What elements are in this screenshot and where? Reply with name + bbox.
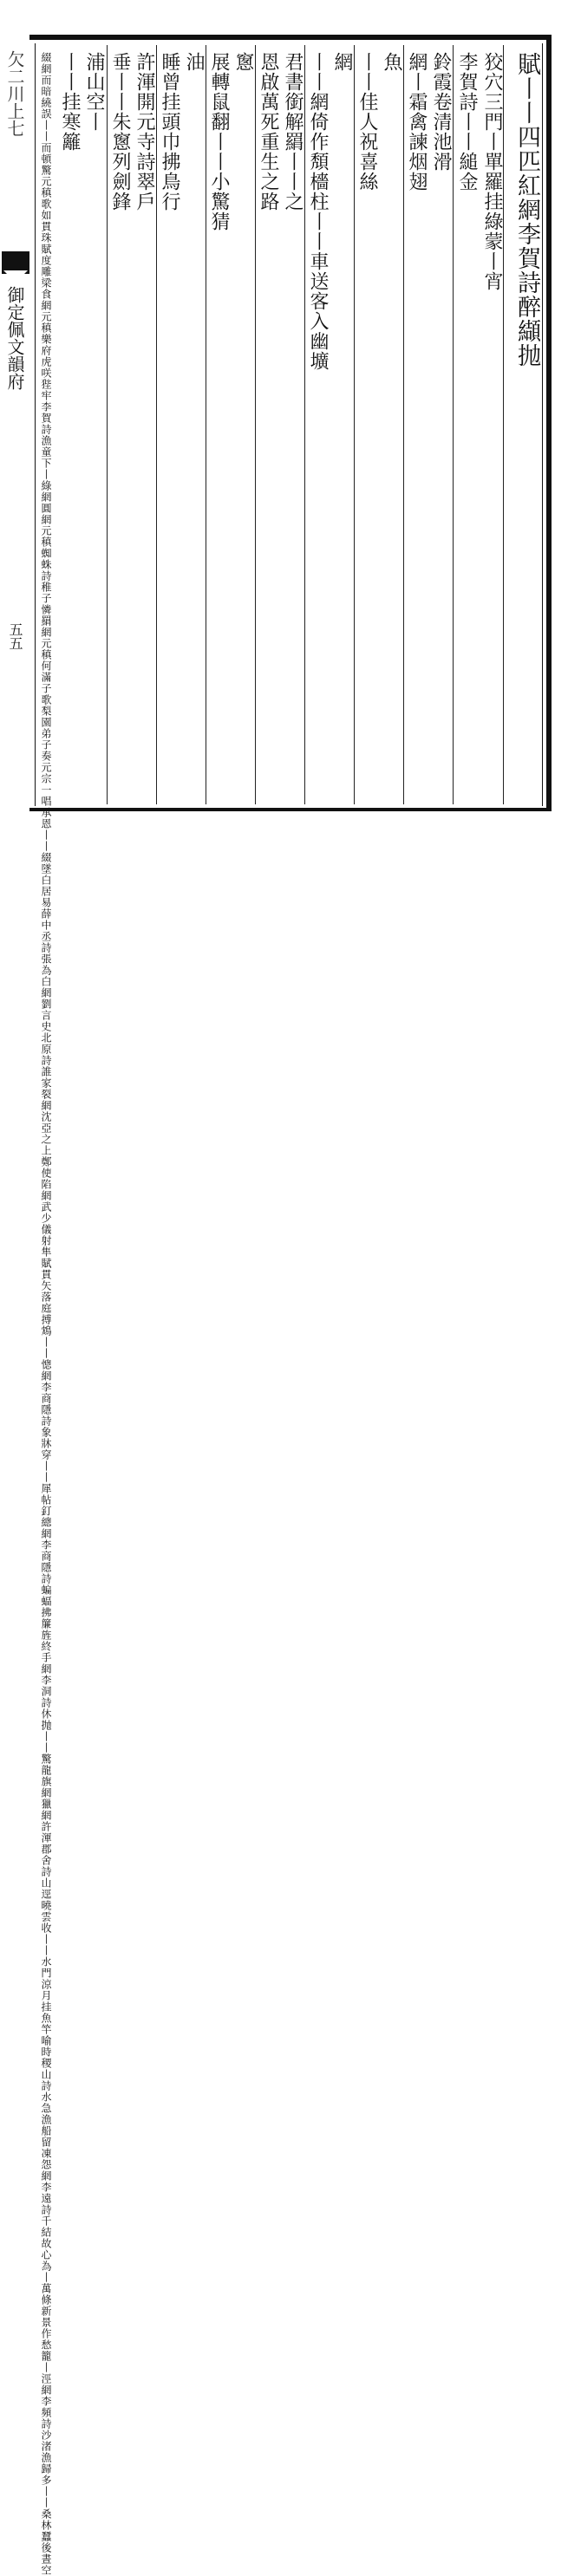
column-rule: [453, 45, 454, 804]
text-run: 李遠詩千結故心為: [40, 2182, 52, 2272]
text-run: 丨萬條新景作愁籠: [40, 2272, 52, 2362]
text-run: 李商隱詩象牀: [40, 1382, 52, 1449]
text-run: 食網: [40, 289, 52, 311]
folio-number: 五五: [7, 622, 23, 650]
text-column-4a: [330, 52, 354, 803]
text-column-3b: [355, 52, 379, 803]
text-run: 元稹何滿子歌梨園弟子: [40, 638, 52, 751]
text-column-4b: [305, 52, 330, 803]
text-run: 丨丨網倚作頽檣柱丨丨車送客入幽壙: [307, 52, 329, 371]
text-run: 李頻詩沙渚漁歸多: [40, 2396, 52, 2486]
text-run: 丨丨佳人祝喜絲: [356, 52, 378, 192]
text-run: 穿丨丨犀帖釘: [40, 1449, 52, 1517]
text-column-7b: [157, 52, 181, 803]
text-run: 窻: [232, 52, 254, 72]
book-title: 御定佩文韻府: [4, 286, 25, 390]
text-column-9b: [57, 52, 82, 803]
text-column-9a: [82, 52, 106, 803]
text-run: 垂丨丨朱窻列劍鋒: [109, 52, 131, 211]
text-run: 劉言史北原詩誰家: [40, 999, 52, 1089]
text-run: 憁網: [40, 1359, 52, 1382]
text-run: 圓網元稹蜘蛛詩稚子憐: [40, 503, 52, 615]
text-run: 白居易薛中丞詩張為: [40, 875, 52, 976]
text-run: 展轉鼠翻丨丨小驚猜: [208, 52, 230, 231]
text-run: 陷網: [40, 1179, 52, 1201]
text-column-2c: [404, 52, 428, 803]
text-run: 丨丨挂寒籬: [59, 52, 81, 152]
text-run: 怨網: [40, 2159, 52, 2182]
text-run: 矢落庭搏鴆丨丨: [40, 1280, 52, 1359]
text-run: 李賀詩丨丨縋金: [456, 52, 478, 192]
text-column-8b: [108, 52, 132, 803]
text-run: 旗網: [40, 1776, 52, 1799]
text-run: 沈亞之: [40, 1111, 52, 1145]
fishtail-notch: [3, 270, 28, 283]
text-run: 白網: [40, 976, 52, 999]
text-run: 鈴霞卷清池滑: [430, 52, 452, 172]
text-run: 許渾開元寺詩翠戶: [134, 52, 155, 211]
text-run: 油: [183, 52, 205, 72]
text-run: 元稹樂府虎咲狴牢: [40, 311, 52, 401]
text-run: 君書銜解羂丨丨之: [282, 52, 304, 211]
text-run: 丨丨桑林蠶後晝空: [40, 2486, 52, 2576]
text-column-5b: [256, 52, 280, 803]
text-run: 元稹歌如貫珠賦度雕梁: [40, 176, 52, 289]
text-column-1b: [479, 52, 505, 803]
text-column-1: [508, 52, 546, 803]
text-run: 獵網: [40, 1799, 52, 1821]
text-run: 上鄭使: [40, 1145, 52, 1179]
text-column-8a: [132, 52, 156, 803]
text-run: 網: [331, 52, 353, 72]
text-run: 涇網: [40, 2373, 52, 2396]
text-run: 李洞詩休抛丨丨驚龍: [40, 1675, 52, 1776]
text-column-5a: [280, 52, 304, 803]
text-run: 李賀詩漁童下丨綠網: [40, 401, 52, 503]
text-run: 李商隱詩蝙蝠拂簾旌終: [40, 1539, 52, 1652]
text-run: 墜: [40, 863, 52, 875]
text-run: 手網: [40, 1652, 52, 1675]
text-run: 羂網: [40, 615, 52, 638]
text-run: 裂網: [40, 1089, 52, 1111]
margin-top-fragment: 欠二川上七: [4, 50, 25, 137]
text-run: 浦山空丨: [83, 52, 105, 132]
text-run: 武少儀射隼賦貫: [40, 1201, 52, 1280]
text-run: 賦丨丨四匹紅網李賀詩醉纈抛: [513, 52, 540, 368]
text-column-2b: [428, 52, 453, 803]
text-column-extra: [36, 52, 55, 2576]
text-run: 而暗繞誤丨丨而頓驚: [40, 75, 52, 176]
text-column-6a: [231, 52, 255, 803]
text-column-6b: [206, 52, 231, 803]
text-run: 奏元宗一唱承恩丨丨綴: [40, 751, 52, 863]
text-run: 網丨霜禽諫烟翅: [406, 52, 428, 192]
text-run: 綴網: [40, 52, 52, 75]
text-run: 總網: [40, 1517, 52, 1539]
text-column-2a: [454, 52, 479, 803]
text-run: 丨: [40, 2362, 52, 2373]
text-run: 睡曾挂頭巾拂鳥行: [159, 52, 180, 211]
text-run: 恩啟萬死重生之路: [258, 52, 279, 211]
text-run: 狡穴三門丨單羅挂綠蒙丨宵: [481, 52, 503, 291]
text-column-3a: [379, 52, 403, 803]
text-column-7a: [181, 52, 206, 803]
text-run: 魚: [381, 52, 402, 72]
text-run: 許渾郡舍詩山逕曉雲收丨丨水門涼: [40, 1821, 52, 1990]
text-run: 月挂魚竿喻時稷山詩水急漁船留凍: [40, 1990, 52, 2159]
